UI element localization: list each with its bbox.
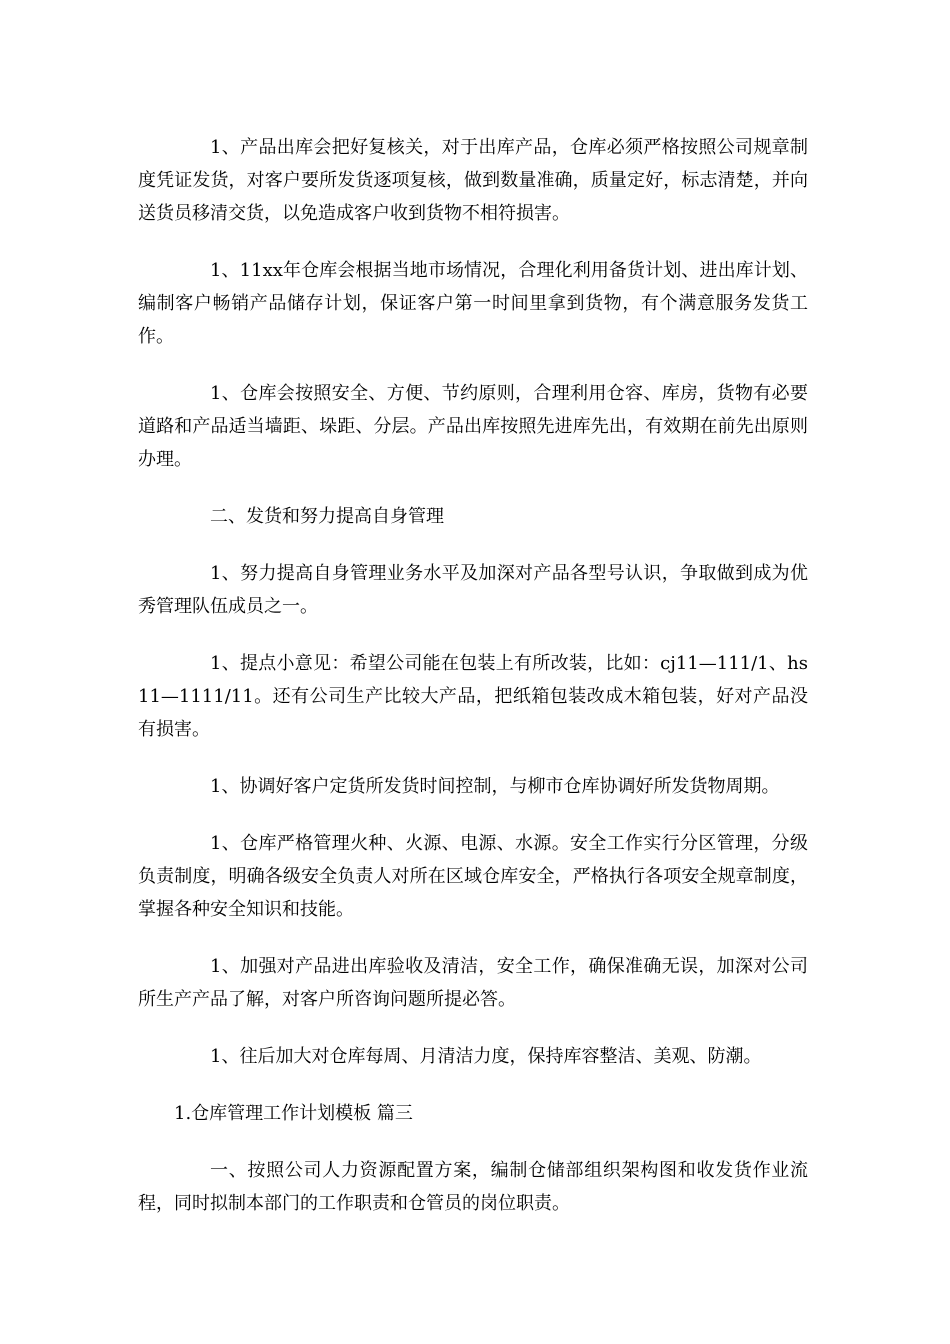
paragraph-org-structure: 一、按照公司人力资源配置方案，编制仓储部组织架构图和收发货作业流程，同时拟制本部门的工作职责和仓管员的岗位职责。: [138, 1160, 808, 1214]
paragraph-delivery-coordination: 1、协调好客户定货所发货时间控制，与柳市仓库协调好所发货物周期。: [210, 776, 780, 797]
paragraph-fire-safety: 1、仓库严格管理火种、火源、电源、水源。安全工作实行分区管理，分级负责制度，明确各级安全负责人对所在区域仓库安全，严格执行各项安全规章制度，掌握各种安全知识和技能。: [138, 833, 808, 920]
paragraph-packaging-suggestion: 1、提点小意见：希望公司能在包装上有所改装，比如：cj11—111/1、hs11—1111/11。还有公司生产比较大产品，把纸箱包装改成木箱包装，好对产品没有损害。: [138, 653, 808, 740]
paragraph-storage-principles: 1、仓库会按照安全、方便、节约原则，合理利用仓容、库房，货物有必要道路和产品适当墙距、垛距、分层。产品出库按照先进库先出，有效期在前先出原则办理。: [138, 383, 808, 470]
paragraph-self-improvement: 1、努力提高自身管理业务水平及加深对产品各型号认识，争取做到成为优秀管理队伍成员之一。: [138, 563, 808, 617]
paragraph-outbound-review: 1、产品出库会把好复核关，对于出库产品，仓库必须严格按照公司规章制度凭证发货，对客户要所发货逐项复核，做到数量准确，质量定好，标志清楚，并向送货员移清交货，以免造成客户收到货物不相符损害。: [138, 137, 808, 224]
paragraph-stock-planning: 1、11xx年仓库会根据当地市场情况，合理化利用备货计划、进出库计划、编制客户畅销产品储存计划，保证客户第一时间里拿到货物，有个满意服务发货工作。: [138, 260, 808, 347]
document-body: [138, 131, 808, 1244]
paragraph-warehouse-cleanliness: 1、往后加大对仓库每周、月清洁力度，保持库容整洁、美观、防潮。: [210, 1046, 762, 1067]
subheading-template-part-three: 1.仓库管理工作计划模板 篇三: [174, 1103, 413, 1124]
paragraph-inspection-cleaning: 1、加强对产品进出库验收及清洁，安全工作，确保准确无误，加深对公司所生产产品了解，对客户所咨询问题所提必答。: [138, 956, 808, 1010]
section-heading-shipping-management: 二、发货和努力提高自身管理: [210, 506, 444, 527]
